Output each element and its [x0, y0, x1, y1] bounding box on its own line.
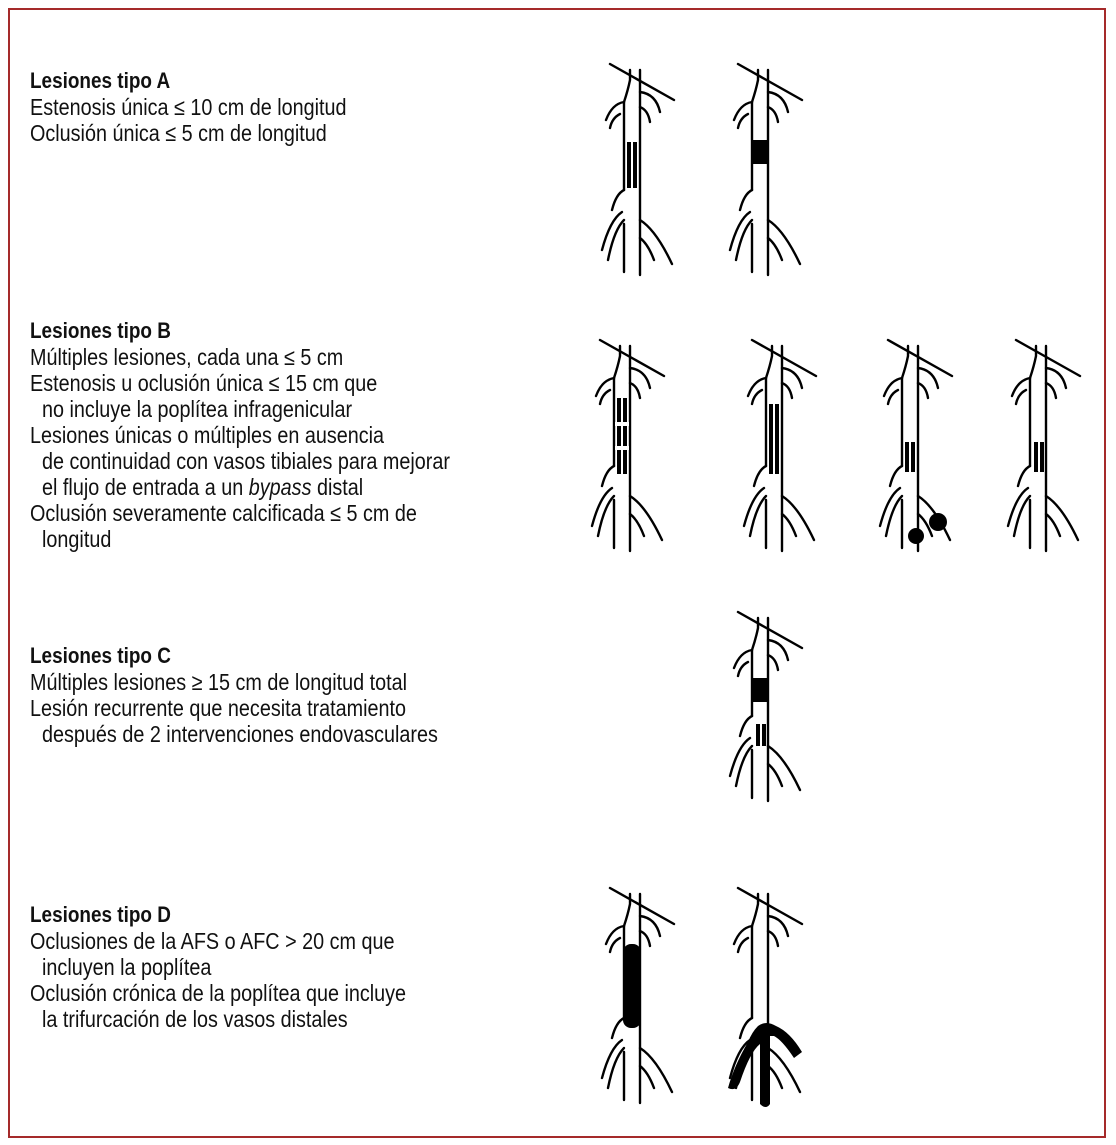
- stenosis-mark: [911, 442, 915, 472]
- stenosis-mark: [617, 398, 621, 474]
- criterion-text-italic: bypass: [248, 474, 312, 500]
- lesion-gap: [615, 422, 629, 426]
- criterion-text: Oclusión única ≤ 5 cm de longitud: [30, 120, 327, 146]
- stenosis-mark: [633, 142, 637, 188]
- criterion-text: incluyen la poplítea: [42, 954, 212, 980]
- criterion-text: Oclusión crónica de la poplítea que incluye: [30, 980, 407, 1006]
- upper-branch: [918, 383, 928, 398]
- lower-branch: [1018, 466, 1030, 486]
- calcified-occlusion: [908, 528, 924, 544]
- inguinal-line: [738, 888, 802, 924]
- inguinal-line: [738, 64, 802, 100]
- occlusion-mark: [753, 140, 768, 164]
- section-type-d: [30, 902, 467, 1032]
- inguinal-line: [610, 888, 674, 924]
- criterion-text-part: distal: [316, 474, 364, 500]
- section-title: Lesiones tipo D: [30, 902, 171, 927]
- upper-branch: [768, 655, 778, 670]
- vessel-diagram-b-calcified: [996, 338, 1106, 558]
- lower-branch: [640, 238, 654, 260]
- left-branch: [738, 938, 748, 952]
- lower-branch: [740, 1018, 752, 1038]
- criterion-text: Estenosis única ≤ 10 cm de longitud: [30, 94, 347, 120]
- lesion-gap: [615, 446, 629, 450]
- criterion-text: la trifurcación de los vasos distales: [42, 1006, 348, 1032]
- section-type-b: [30, 318, 518, 552]
- occlusion-mark: [753, 678, 768, 702]
- stenosis-mark: [905, 442, 909, 472]
- lower-branch: [890, 466, 902, 486]
- vessel-diagram-d-long-occlusion: [590, 886, 700, 1111]
- inguinal-line: [738, 612, 802, 648]
- inguinal-line: [752, 340, 816, 376]
- lower-branch: [612, 1018, 624, 1038]
- inguinal-line: [888, 340, 952, 376]
- left-branch: [610, 114, 620, 128]
- left-branch: [752, 390, 762, 404]
- section-type-c: [30, 643, 504, 747]
- lower-branch: [630, 514, 644, 536]
- criterion-text: después de 2 intervenciones endovasculares: [42, 721, 438, 747]
- criterion-text: Estenosis u oclusión única ≤ 15 cm que: [30, 370, 378, 396]
- criterion-text: de continuidad con vasos tibiales para mejorar: [42, 448, 450, 474]
- vessel-diagram-a-stenosis: [590, 62, 700, 282]
- criterion-text: Oclusiones de la AFS o AFC > 20 cm que: [30, 928, 395, 954]
- section-title: Lesiones tipo A: [30, 68, 171, 93]
- vessel-diagram-d-trifurcation: [718, 886, 828, 1111]
- vessel-diagram-c: [718, 610, 828, 810]
- lower-branch: [602, 466, 614, 486]
- criterion-text: Múltiples lesiones ≥ 15 cm de longitud total: [30, 669, 407, 695]
- left-branch: [738, 114, 748, 128]
- lower-branch: [640, 1066, 654, 1088]
- vessel-diagram-b-tibial: [868, 338, 978, 558]
- stenosis-mark: [775, 404, 779, 474]
- section-title: Lesiones tipo B: [30, 318, 171, 343]
- left-branch: [888, 390, 898, 404]
- criterion-text: Lesiones únicas o múltiples en ausencia: [30, 422, 385, 448]
- criterion-text: [30, 474, 450, 500]
- lower-branch: [768, 238, 782, 260]
- criterion-text: longitud: [42, 526, 112, 552]
- lower-branch: [740, 190, 752, 210]
- stenosis-mark: [769, 404, 773, 474]
- left-branch: [1016, 390, 1026, 404]
- calcified-occlusion: [929, 513, 947, 531]
- criterion-text: Lesión recurrente que necesita tratamiento: [30, 695, 407, 721]
- stenosis-mark: [1034, 442, 1038, 472]
- vessel-diagram-b-single-long: [732, 338, 842, 558]
- trifurcation-occlusion-mark: [728, 1023, 802, 1107]
- lower-branch: [1046, 514, 1060, 536]
- lower-branch: [740, 716, 752, 736]
- upper-branch: [768, 107, 778, 122]
- left-branch: [738, 662, 748, 676]
- section-title: Lesiones tipo C: [30, 643, 171, 668]
- lower-branch: [768, 764, 782, 786]
- left-branch: [600, 390, 610, 404]
- upper-branch: [782, 383, 792, 398]
- left-branch: [610, 938, 620, 952]
- stenosis-mark: [762, 724, 766, 746]
- inguinal-line: [600, 340, 664, 376]
- upper-branch: [640, 107, 650, 122]
- lower-branch: [768, 1066, 782, 1088]
- upper-branch: [1046, 383, 1056, 398]
- long-occlusion-mark: [623, 944, 641, 1028]
- criterion-text: Múltiples lesiones, cada una ≤ 5 cm: [30, 344, 344, 370]
- stenosis-mark: [1040, 442, 1044, 472]
- vessel-diagram-a-occlusion: [718, 62, 828, 282]
- stenosis-mark: [623, 398, 627, 474]
- stenosis-mark: [627, 142, 631, 188]
- upper-branch: [630, 383, 640, 398]
- criterion-text: no incluye la poplítea infragenicular: [42, 396, 353, 422]
- stenosis-mark: [756, 724, 760, 746]
- lower-branch: [782, 514, 796, 536]
- upper-branch: [640, 931, 650, 946]
- inguinal-line: [1016, 340, 1080, 376]
- upper-branch: [768, 931, 778, 946]
- criterion-text-part: el flujo de entrada a un: [42, 474, 244, 500]
- section-type-a: [30, 68, 398, 146]
- lower-branch: [612, 190, 624, 210]
- criterion-text: Oclusión severamente calcificada ≤ 5 cm de: [30, 500, 417, 526]
- lower-branch: [754, 466, 766, 486]
- vessel-diagram-b-multiple: [580, 338, 690, 558]
- inguinal-line: [610, 64, 674, 100]
